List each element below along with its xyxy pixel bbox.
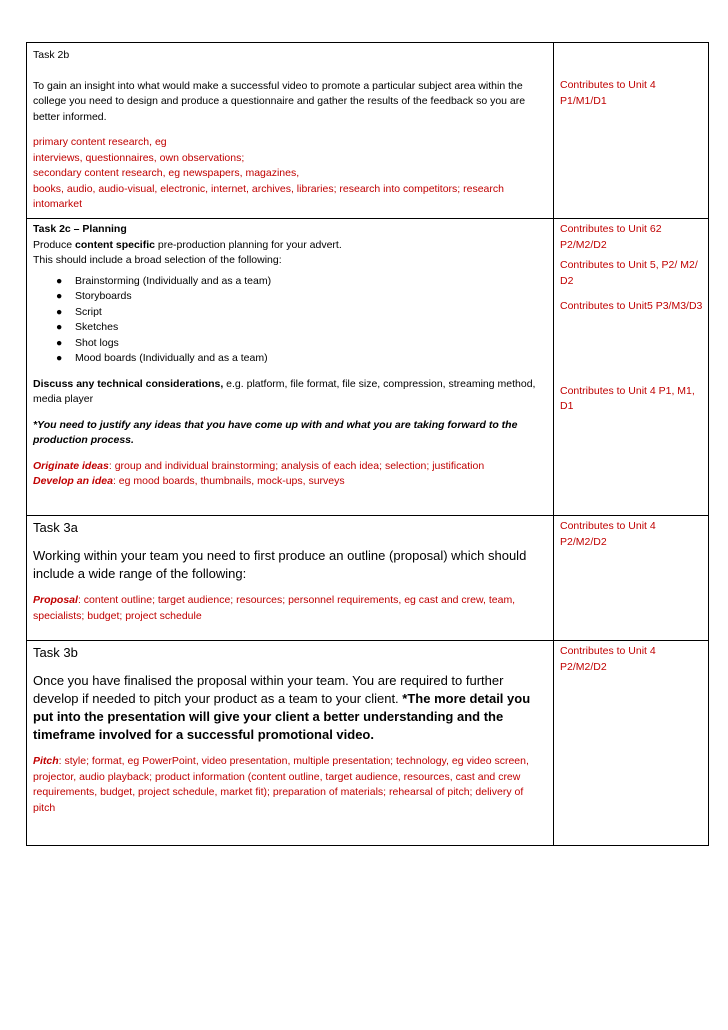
list-item: ● Shot logs — [75, 336, 548, 352]
task-3b-units — [554, 641, 709, 846]
task-row-3a — [27, 516, 709, 641]
task-3b-title: Task 3b — [33, 645, 78, 660]
unit-contribution: Contributes to Unit 4 P2/M2/D2 — [560, 520, 656, 548]
task-2b-criteria-line: interviews, questionnaires, own observations; — [33, 151, 245, 164]
task-2b-description — [27, 43, 554, 219]
task-3a-title: Task 3a — [33, 520, 78, 535]
unit-contribution: Contributes to Unit5 P3/M3/D3 — [560, 300, 703, 312]
list-item: ● Mood boards (Individually and as a team) — [75, 351, 548, 367]
task-3b-pitch: Pitch: style; format, eg PowerPoint, video presentation, multiple presentation; technology, eg video screen, projector, audio playback; product information (content outline, target audience, resources, cast and crew requirements, budget, project schedule, market fit); preparation of materials; rehearsal of pitch; delivery of pitch — [33, 755, 529, 814]
list-item: ● Storyboards — [75, 289, 548, 305]
task-2c-units — [554, 219, 709, 516]
task-table — [26, 42, 709, 846]
unit-contribution: Contributes to Unit 5, P2/ M2/ D2 — [560, 259, 698, 287]
task-3a-description — [27, 516, 554, 641]
list-item: ● Script — [75, 305, 548, 321]
task-row-2c — [27, 219, 709, 516]
task-2b-criteria-line: books, audio, audio-visual, electronic, internet, archives, libraries; research into competitors; research intomarket — [33, 182, 504, 210]
task-2b-intro: To gain an insight into what would make a successful video to promote a particular subject area within the college you need to design and produce a questionnaire and gather the results of the feedback so you are better informed. — [33, 79, 526, 123]
bullet-icon: ● — [56, 274, 63, 287]
bullet-icon: ● — [56, 305, 63, 318]
task-2c-technical: Discuss any technical considerations, e.g. platform, file format, file size, compression, streaming method, media player — [33, 377, 536, 405]
task-2c-originate: Originate ideas: group and individual brainstorming; analysis of each idea; selection; justification — [33, 459, 485, 472]
bullet-icon: ● — [56, 290, 63, 302]
task-2c-description — [27, 219, 554, 516]
unit-contribution: Contributes to Unit 4 P1, M1, D1 — [560, 384, 695, 412]
task-row-2b — [27, 43, 709, 219]
task-2c-produce: Produce content specific pre-production planning for your advert. — [33, 238, 342, 251]
planning-bullet-list — [33, 274, 548, 367]
task-2b-criteria-line: primary content research, eg — [33, 136, 167, 148]
task-3a-intro: Working within your team you need to first produce an outline (proposal) which should include a wide range of the following: — [33, 548, 527, 581]
task-2b-units — [554, 43, 709, 219]
bullet-icon: ● — [56, 352, 63, 364]
task-2c-selection: This should include a broad selection of the following: — [33, 254, 282, 266]
unit-contribution: Contributes to Unit 4 P2/M2/D2 — [560, 645, 656, 673]
task-2c-justify: *You need to justify any ideas that you have come up with and what you are taking forward to the production process. — [33, 418, 518, 446]
bullet-icon: ● — [56, 321, 63, 333]
task-2b-criteria-line: secondary content research, eg newspapers, magazines, — [33, 167, 300, 179]
task-row-3b — [27, 641, 709, 846]
bullet-icon: ● — [56, 336, 63, 349]
task-3b-intro: Once you have finalised the proposal within your team. You are required to further develop if needed to pitch your product as a team to your client. *The more detail you put into the presentation will give your client a better understanding and the timeframe involved for a successful promotional video. — [33, 673, 531, 742]
unit-contribution: Contributes to Unit 4 P1/M1/D1 — [560, 79, 656, 107]
task-2c-develop: Develop an idea: eg mood boards, thumbnails, mock-ups, surveys — [33, 475, 345, 487]
task-3a-proposal: Proposal: content outline; target audience; resources; personnel requirements, eg cast and crew, team, specialists; budget; project schedule — [33, 594, 516, 622]
task-2b-title: Task 2b — [33, 49, 70, 61]
task-3a-units — [554, 516, 709, 641]
list-item: ● Sketches — [75, 320, 548, 336]
task-2c-title: Task 2c – Planning — [33, 223, 127, 235]
task-3b-description — [27, 641, 554, 846]
unit-contribution: Contributes to Unit 62 P2/M2/D2 — [560, 223, 662, 251]
list-item: ● Brainstorming (Individually and as a team) — [75, 274, 548, 290]
